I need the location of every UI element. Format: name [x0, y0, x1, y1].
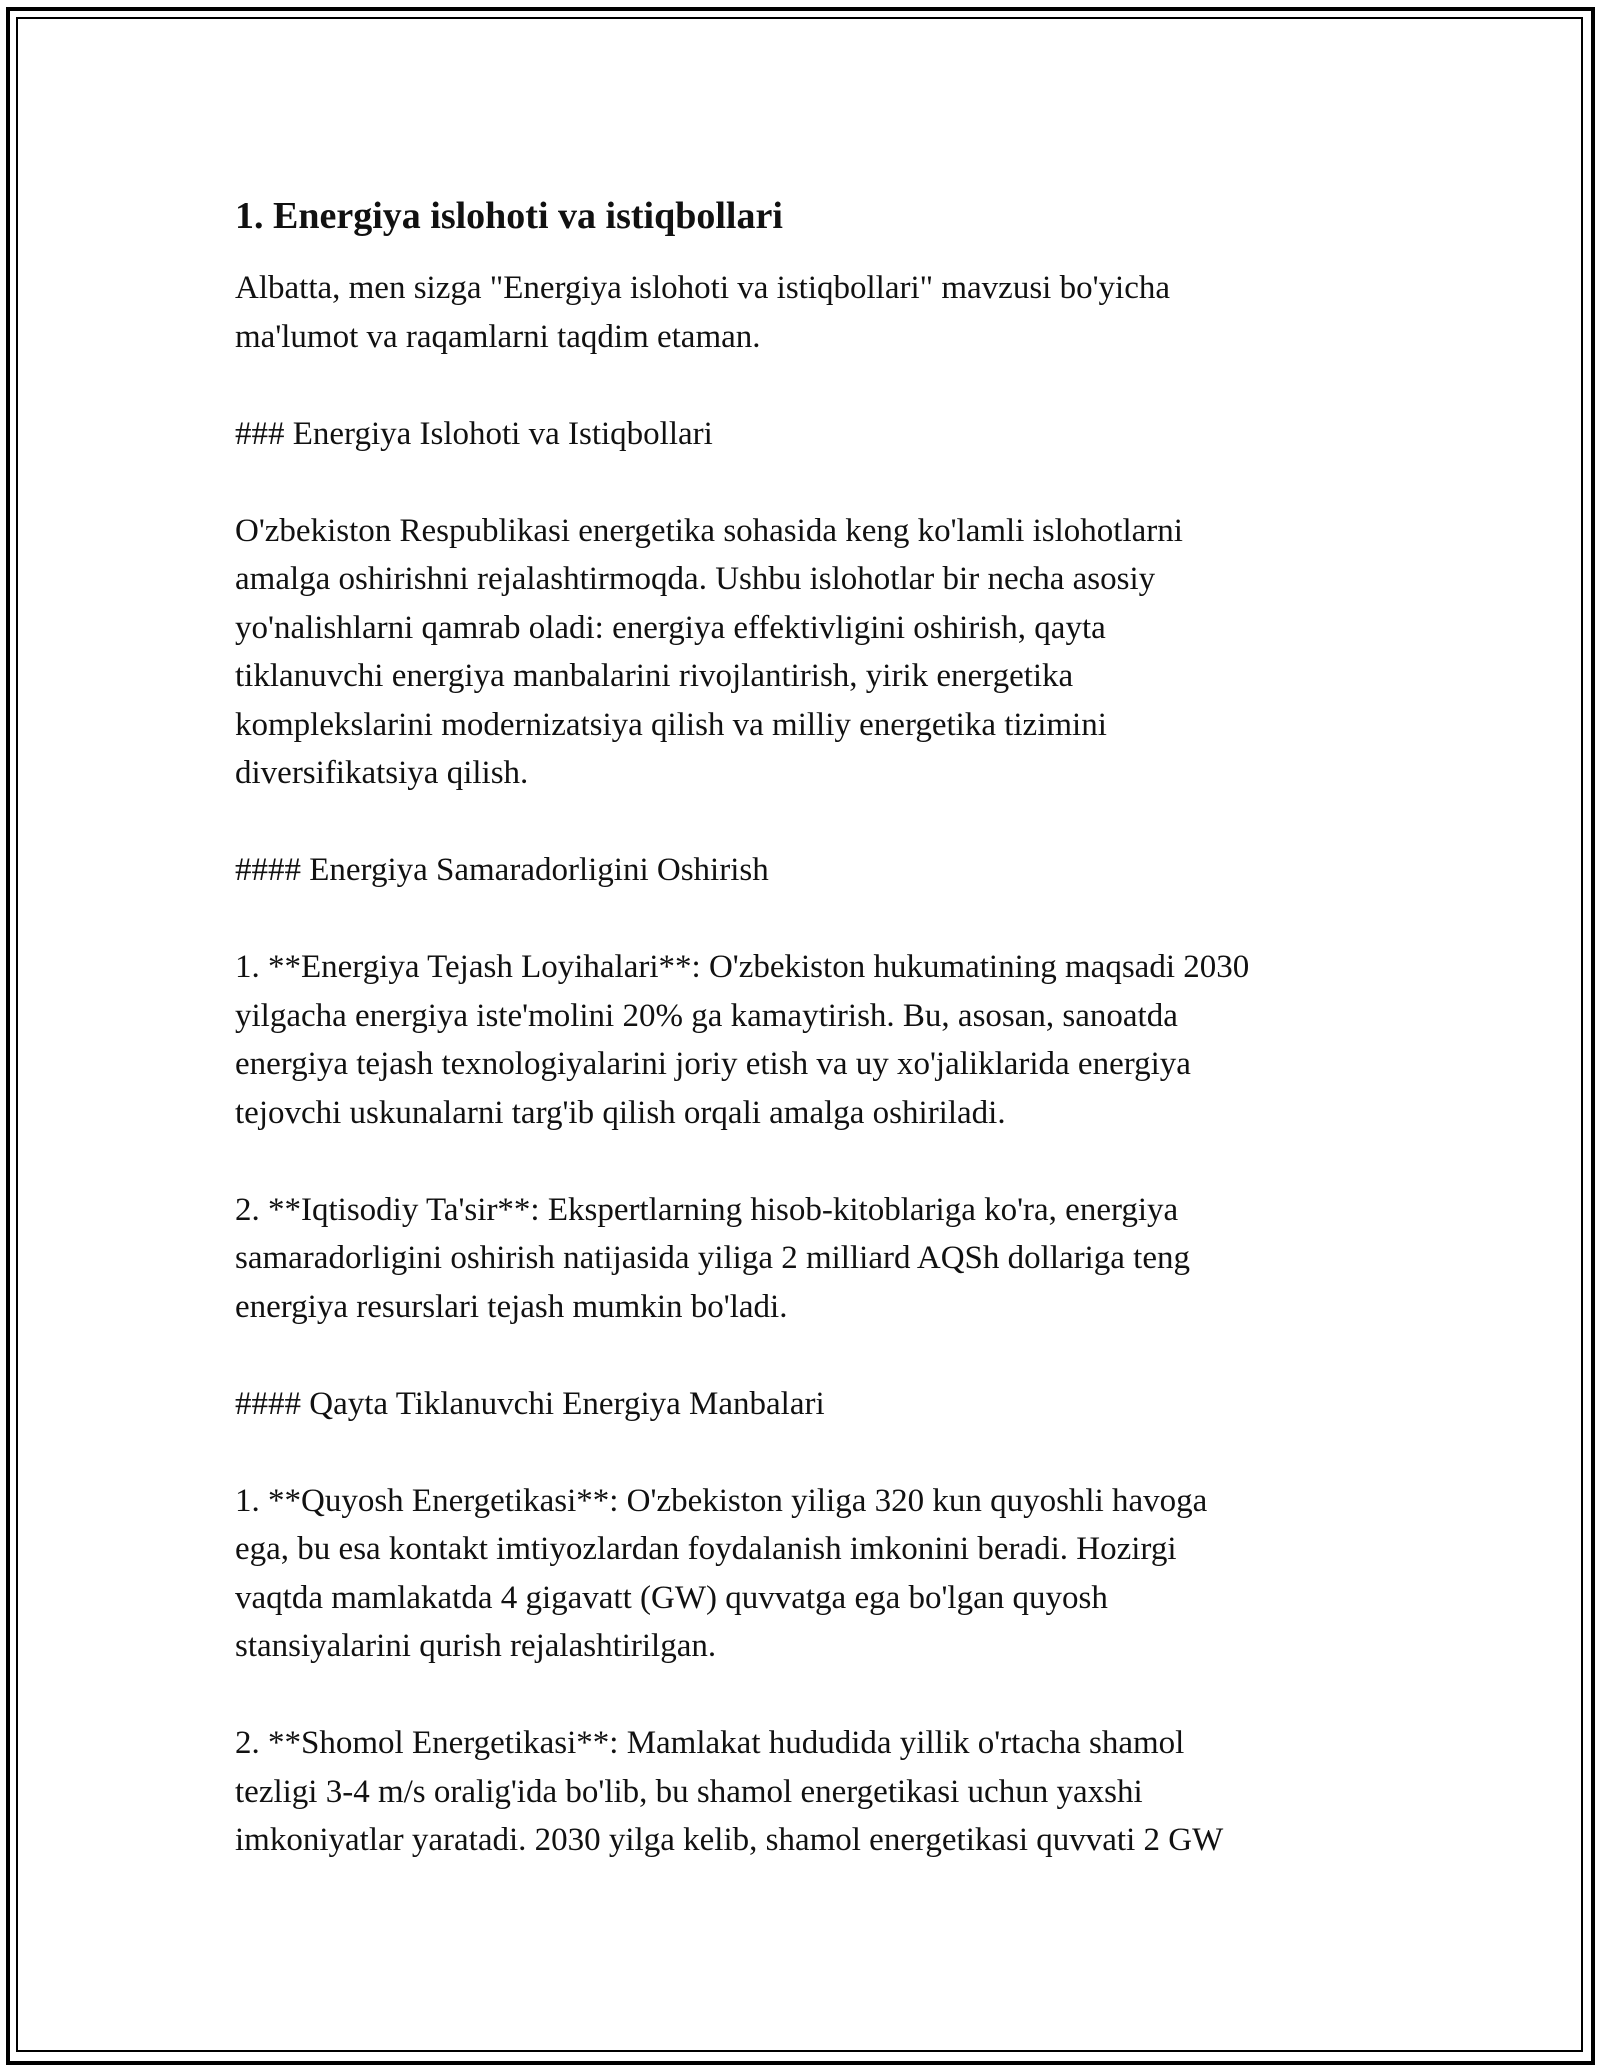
list-item-solar: 1. **Quyosh Energetikasi**: O'zbekiston yiliga 320 kun quyoshli havoga ega, bu esa kontakt imtiyozlardan foydalanish imkonini beradi. Hozirgi vaqtda mamlakatda 4 gigavatt (GW) quvvatga ega bo'lgan quyosh stansiyalarini qurish rejalashtirilgan.	[235, 1482, 1208, 1664]
paragraph-gap	[235, 798, 1385, 847]
paragraph-gap	[235, 1671, 1385, 1720]
list-item-economic-impact: 2. **Iqtisodiy Ta'sir**: Ekspertlarning hisob-kitoblariga ko'ra, energiya samaradorligini oshirish natijasida yiliga 2 milliard AQSh dollariga teng energiya resurslari tejash mumkin bo'ladi.	[235, 1191, 1191, 1325]
paragraph-gap	[235, 361, 1385, 410]
paragraph-gap	[235, 1331, 1385, 1380]
paragraph-gap	[235, 458, 1385, 507]
section-heading-reform: ### Energiya Islohoti va Istiqbollari	[235, 415, 713, 452]
subsection-heading-renewables: #### Qayta Tiklanuvchi Energiya Manbalari	[235, 1385, 825, 1422]
paragraph-gap	[235, 895, 1385, 944]
paragraph-gap	[235, 1428, 1385, 1477]
document-title: 1. Energiya islohoti va istiqbollari	[235, 195, 783, 237]
intro-paragraph: Albatta, men sizga "Energiya islohoti va istiqbollari" mavzusi bo'yicha ma'lumot va raqamlarni taqdim etaman.	[235, 270, 1170, 355]
reform-overview-paragraph: O'zbekiston Respublikasi energetika sohasida keng ko'lamli islohotlarni amalga oshirishni rejalashtirmoqda. Ushbu islohotlar bir necha asosiy yo'nalishlarni qamrab oladi: energiya effektivligini oshirish, qayta tiklanuvchi energiya manbalarini rivojlantirish, yirik energetika komplekslarini modernizatsiya qilish va milliy energetika tizimini diversifikatsiya qilish.	[235, 512, 1183, 791]
list-item-energy-saving: 1. **Energiya Tejash Loyihalari**: O'zbekiston hukumatining maqsadi 2030 yilgacha energiya iste'molini 20% ga kamaytirish. Bu, asosan, sanoatda energiya tejash texnologiyalarini joriy etish va uy xo'jaliklarida energiya tejovchi uskunalarni targ'ib qilish orqali amalga oshiriladi.	[235, 949, 1250, 1131]
paragraph-gap	[235, 1137, 1385, 1186]
document-body	[235, 186, 1385, 1865]
list-item-wind: 2. **Shomol Energetikasi**: Mamlakat hududida yillik o'rtacha shamol tezligi 3-4 m/s oralig'ida bo'lib, bu shamol energetikasi uchun yaxshi imkoniyatlar yaratadi. 2030 yilga kelib, shamol energetikasi quvvati 2 GW	[235, 1725, 1224, 1858]
subsection-heading-efficiency: #### Energiya Samaradorligini Oshirish	[235, 852, 769, 888]
